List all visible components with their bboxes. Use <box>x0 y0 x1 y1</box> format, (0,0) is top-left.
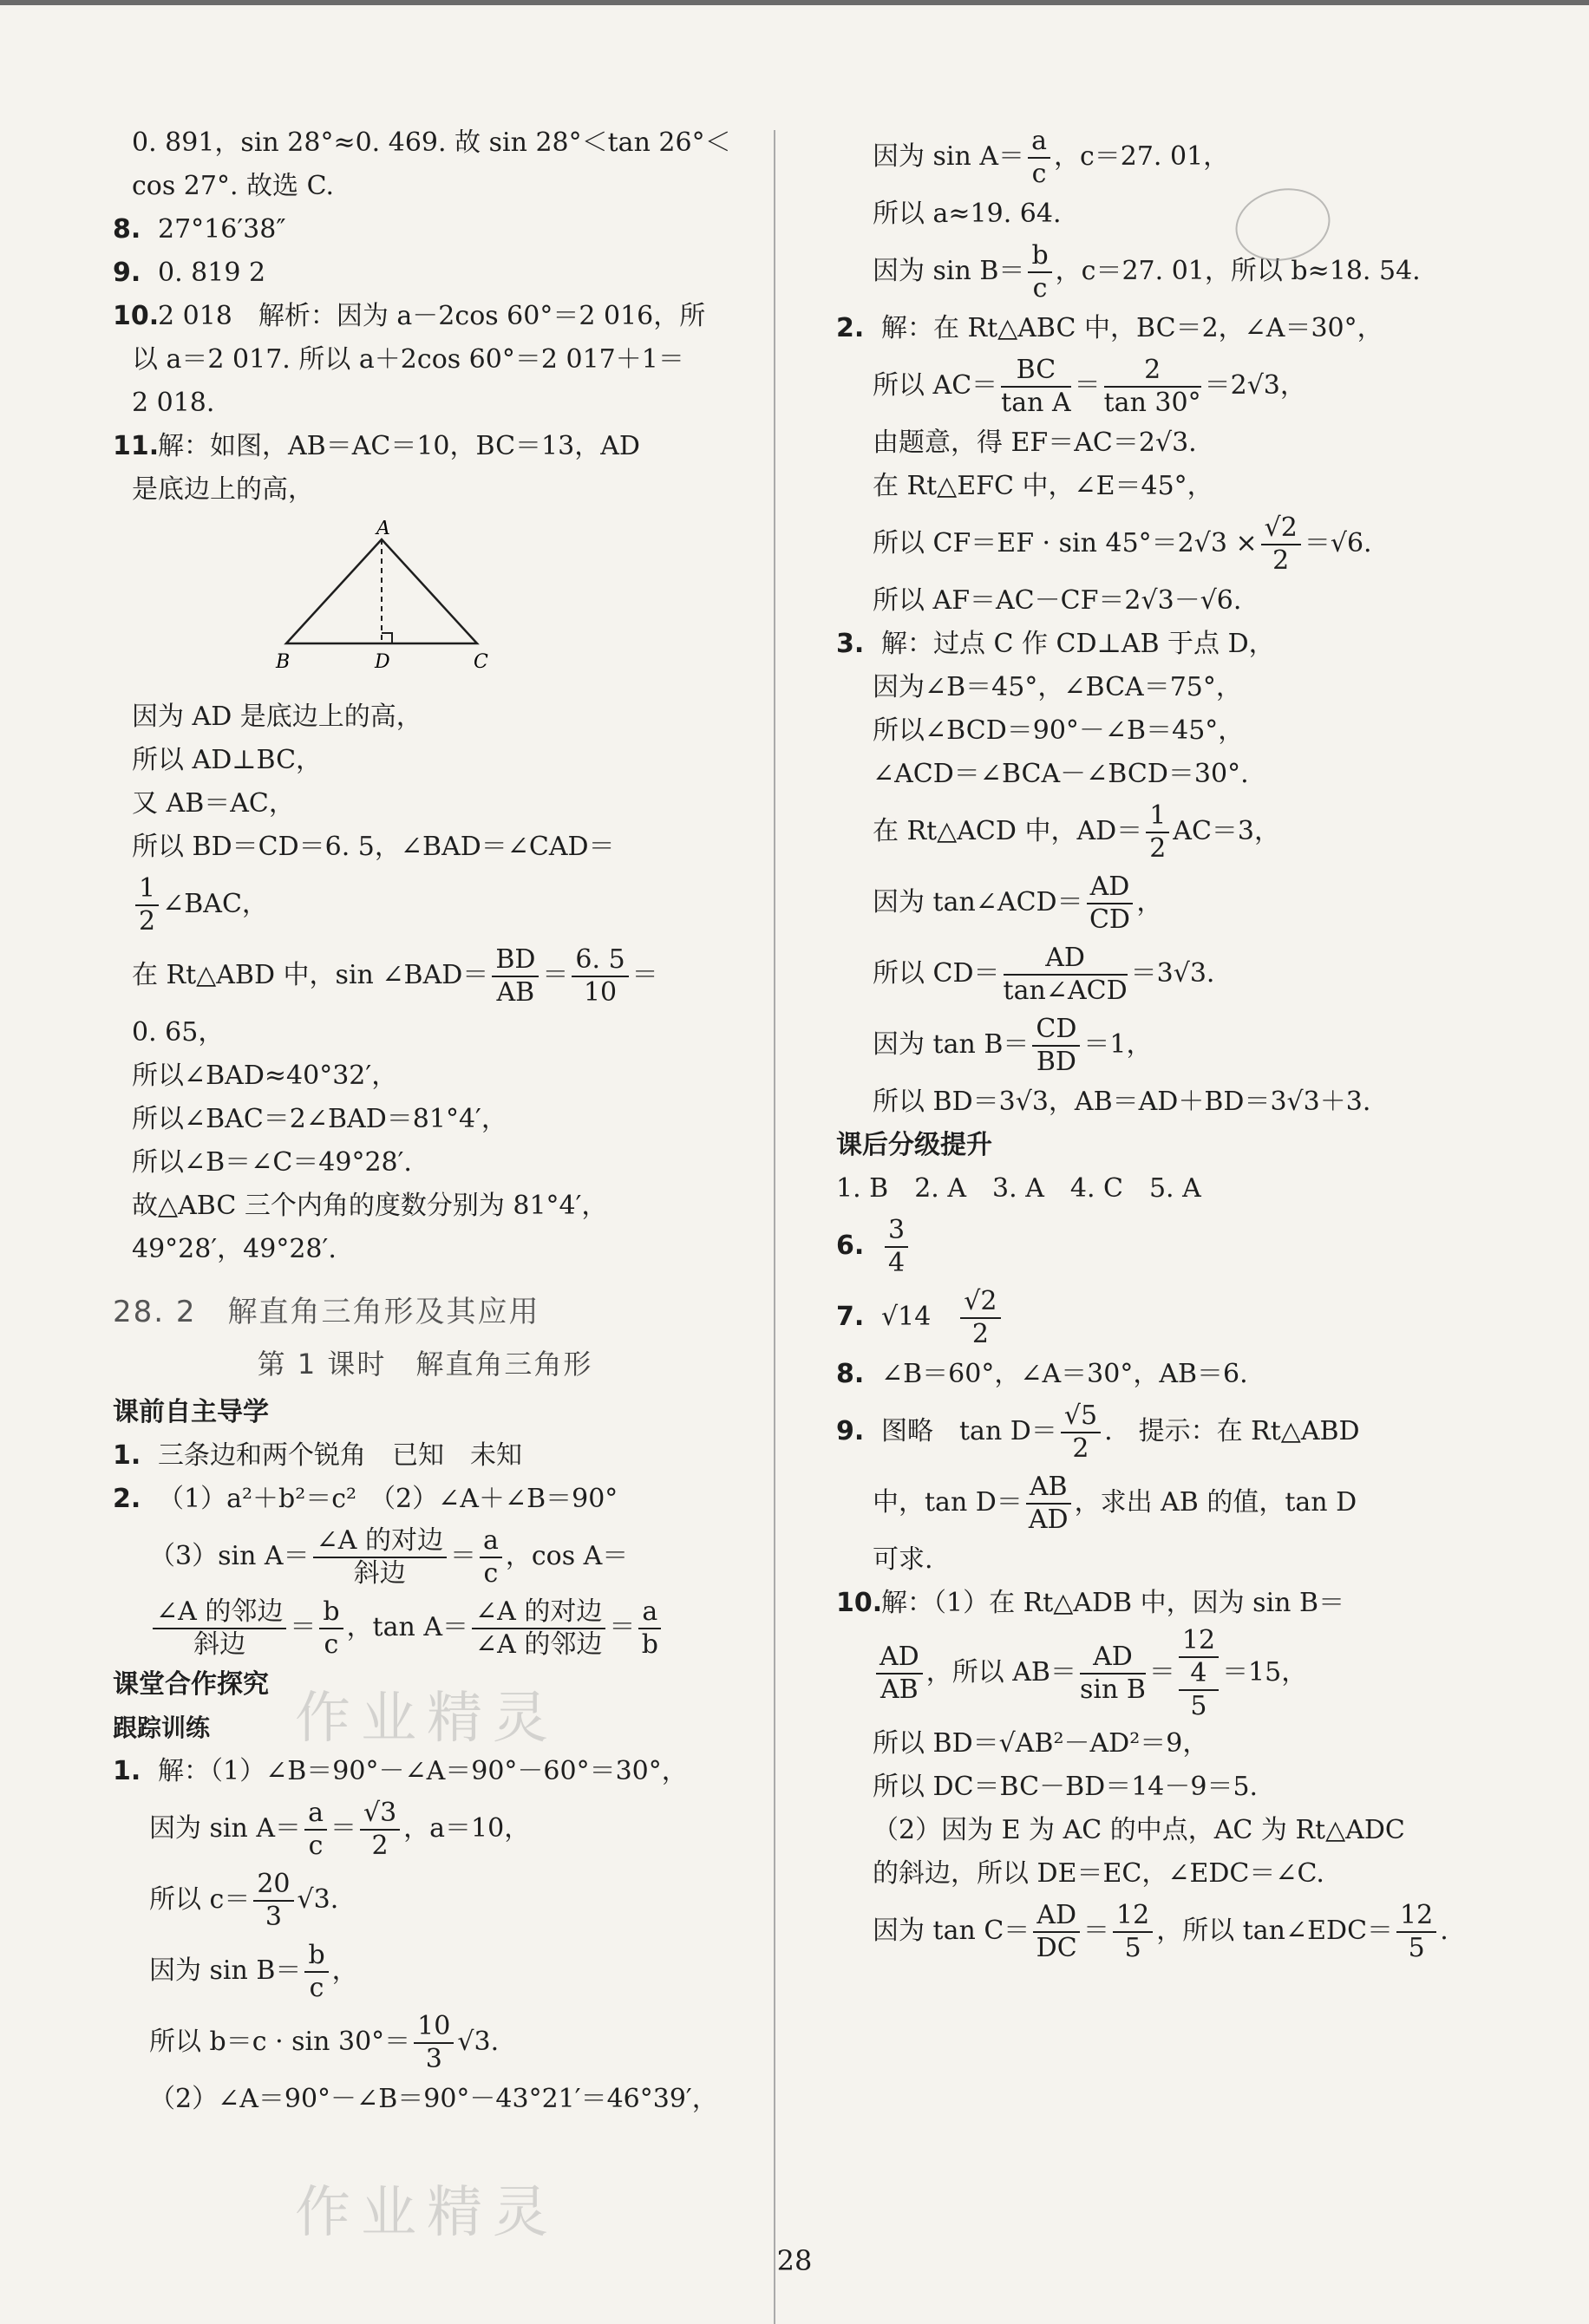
answer-9-right: 9. 图略 tan D＝ $\frac{√5}{2}$ . 提示：在 Rt△ABD <box>836 1400 1360 1464</box>
lesson-title: 第 1 课时 解直角三角形 <box>257 1348 593 1381</box>
text-line: 可求. <box>873 1544 933 1575</box>
math-line: $\frac{AD}{AB}$ ，所以 AB＝ $\frac{AD}{\text{sin B}}$ ＝ 12 4 5 ＝15， <box>836 1625 1495 1722</box>
column-divider <box>774 130 775 2324</box>
text-line: 2 018. <box>132 388 215 418</box>
fraction: $\frac{1}{2}$ <box>135 873 159 937</box>
half-angle-line: $\frac{1}{2}$ ∠BAC， <box>113 869 737 940</box>
math-line: 所以 CD＝ $\frac{AD}{\text{tan∠ACD}}$ ＝3√3. <box>873 943 1215 1006</box>
text-line: 所以∠BAD≈40°32′， <box>132 1061 398 1091</box>
text-line: 又 AB＝AC， <box>132 788 295 819</box>
track-answer-1: 1. 解：（1）∠B＝90°－∠A＝90°－60°＝30°， <box>113 1756 688 1786</box>
text-line: cos 27°. 故选 C. <box>132 171 334 201</box>
text-line: ∠ACD＝∠BCA－∠BCD＝30°. <box>873 759 1249 789</box>
right-angle-mark <box>382 633 392 643</box>
answer-3: 3. 解：过点 C 作 CD⊥AB 于点 D， <box>836 629 1275 659</box>
sin-definition-line: （3）sin A＝ $\frac{\text{∠A 的对边}}{\text{斜边}}$ ＝ $\frac{a}{c}$ ，cos A＝ <box>149 1525 629 1589</box>
section-title: 28. 2 解直角三角形及其应用 <box>113 1295 540 1329</box>
heading-pre-study: 课前自主导学 <box>113 1397 269 1427</box>
math-line: 因为 tan B＝ $\frac{CD}{BD}$ ＝1， <box>873 1014 1153 1077</box>
answer-10: 10.2 018 解析：因为 a－2cos 60°＝2 016，所 <box>113 301 706 331</box>
math-line: 因为 sin A＝ $\frac{a}{c}$ ，c＝27. 01， <box>873 126 1230 189</box>
text-line: 所以 BD＝3√3，AB＝AD＋BD＝3√3＋3. <box>873 1087 1371 1117</box>
text-line: （2）因为 E 为 AC 的中点，AC 为 Rt△ADC <box>873 1815 1405 1845</box>
answer-2: 2. 解：在 Rt△ABC 中，BC＝2，∠A＝30°， <box>836 313 1383 343</box>
math-line: 因为 sin B＝ $\frac{b}{c}$ ，c＝27. 01，所以 b≈18. 54. <box>873 240 1421 304</box>
label-a: A <box>376 520 390 539</box>
math-line: 所以 AC＝ $\frac{BC}{\text{tan A}}$ ＝ $\frac{2}{\tan 30^\circ}$ ＝2√3， <box>873 355 1306 418</box>
text-line: 由题意，得 EF＝AC＝2√3. <box>873 428 1197 458</box>
text-line: 49°28′，49°28′. <box>132 1234 337 1264</box>
compound-fraction: 12 4 5 <box>1179 1625 1219 1722</box>
heading-coop: 课堂合作探究 <box>113 1669 269 1700</box>
top-border <box>0 0 1589 5</box>
text-line: 在 Rt△EFC 中，∠E＝45°， <box>873 471 1213 501</box>
text-line: 因为 AD 是底边上的高， <box>132 702 422 732</box>
math-line: 因为 tan C＝ $\frac{AD}{DC}$ ＝ $\frac{12}{5}$ ，所以 tan∠EDC＝ $\frac{12}{5}$ . <box>873 1900 1448 1963</box>
text-line: 故△ABC 三个内角的度数分别为 81°4′， <box>132 1191 608 1221</box>
math-line: 在 Rt△ACD 中，AD＝ $\frac{1}{2}$ AC＝3， <box>873 800 1280 864</box>
math-line: 因为 sin A＝ $\frac{a}{c}$ ＝ $\frac{√3}{2}$ ，a＝10， <box>149 1798 531 1861</box>
label-b: B <box>276 651 291 673</box>
pre-answer-1: 1. 三条边和两个锐角 已知 未知 <box>113 1440 522 1471</box>
sin-bad-line: 在 Rt△ABD 中，sin ∠BAD＝ $\frac{BD}{AB}$ ＝ $\frac{6. 5}{10}$ ＝ <box>132 944 658 1008</box>
text-line: 的斜边，所以 DE＝EC，∠EDC＝∠C. <box>873 1858 1324 1889</box>
left-column <box>113 121 737 2121</box>
text-line: 所以∠BCD＝90°－∠B＝45°， <box>873 715 1245 746</box>
label-d: D <box>375 651 390 673</box>
answer-8: 8. 27°16′38″ <box>113 214 286 245</box>
label-c: C <box>474 651 488 673</box>
math-line: 所以 b＝c · sin 30°＝ $\frac{10}{3}$ √3. <box>149 2011 500 2074</box>
cos-tan-definition-line: $\frac{\text{∠A 的邻边}}{\text{斜边}}$ ＝ $\frac{b}{c}$ ，tan A＝ $\frac{\text{∠A 的对边}}{\text{∠A 的邻边}}$ ＝ $\frac{a}{b}$ <box>113 1592 737 1663</box>
watermark: 作业精灵 <box>295 2181 559 2245</box>
text-line: 因为∠B＝45°，∠BCA＝75°， <box>873 672 1242 702</box>
text-line: 所以 AD⊥BC， <box>132 745 323 775</box>
math-line: 中，tan D＝ $\frac{AB}{AD}$ ，求出 AB 的值，tan D <box>873 1472 1357 1535</box>
pre-answer-2: 2. （1）a²＋b²＝c² （2）∠A＋∠B＝90° <box>113 1484 618 1514</box>
answer-6: 6. $\frac{3}{4}$ <box>836 1211 1495 1282</box>
math-line: 因为 tan∠ACD＝ $\frac{AD}{CD}$ ， <box>873 872 1163 935</box>
math-line: 所以 c＝ $\frac{20}{3}$ √3. <box>149 1869 339 1932</box>
answer-7: 7. √14 $\frac{√2}{2}$ <box>836 1282 1495 1353</box>
answer-8-right: 8. ∠B＝60°，∠A＝30°，AB＝6. <box>836 1359 1248 1389</box>
heading-track: 跟踪训练 <box>113 1714 211 1742</box>
answer-10-right: 10.解：（1）在 Rt△ADB 中，因为 sin B＝ <box>836 1588 1345 1618</box>
text-line: 所以 AF＝AC－CF＝2√3－√6. <box>873 585 1242 616</box>
text-line: 0. 65， <box>132 1017 225 1048</box>
triangle-figure <box>269 520 737 690</box>
heading-after-class: 课后分级提升 <box>836 1130 992 1160</box>
text-line: 所以∠BAC＝2∠BAD＝81°4′， <box>132 1104 507 1134</box>
text-line: 以 a＝2 017. 所以 a＋2cos 60°＝2 017＋1＝ <box>132 344 684 375</box>
math-line: 因为 sin B＝ $\frac{b}{c}$ ， <box>149 1940 358 2003</box>
text-line: 0. 891，sin 28°≈0. 469. 故 sin 28°＜tan 26°＜ <box>132 127 731 158</box>
text-line: 是底边上的高， <box>132 474 314 505</box>
text-line: 所以 DC＝BC－BD＝14－9＝5. <box>873 1772 1259 1802</box>
answer-9: 9. 0. 819 2 <box>113 258 266 288</box>
choice-answers: 1. B 2. A 3. A 4. C 5. A <box>836 1173 1201 1204</box>
text-line: 所以∠B＝∠C＝49°28′. <box>132 1147 412 1178</box>
text-line: 所以 a≈19. 64. <box>873 199 1062 229</box>
text-line: （2）∠A＝90°－∠B＝90°－43°21′＝46°39′， <box>149 2084 718 2114</box>
text-line: 所以 BD＝CD＝6. 5，∠BAD＝∠CAD＝ <box>132 832 615 862</box>
right-column <box>836 121 1495 1967</box>
watermark: 作业精灵 <box>295 1687 559 1751</box>
math-line: 所以 CF＝EF · sin 45°＝2√3 × $\frac{√2}{2}$ ＝√6. <box>873 512 1372 576</box>
isosceles-triangle-diagram <box>269 520 494 676</box>
text-line: 所以 BD＝√AB²－AD²＝9， <box>873 1728 1209 1759</box>
answer-11: 11.解：如图，AB＝AC＝10，BC＝13，AD <box>113 431 640 461</box>
page-number: 28 <box>776 2244 813 2277</box>
